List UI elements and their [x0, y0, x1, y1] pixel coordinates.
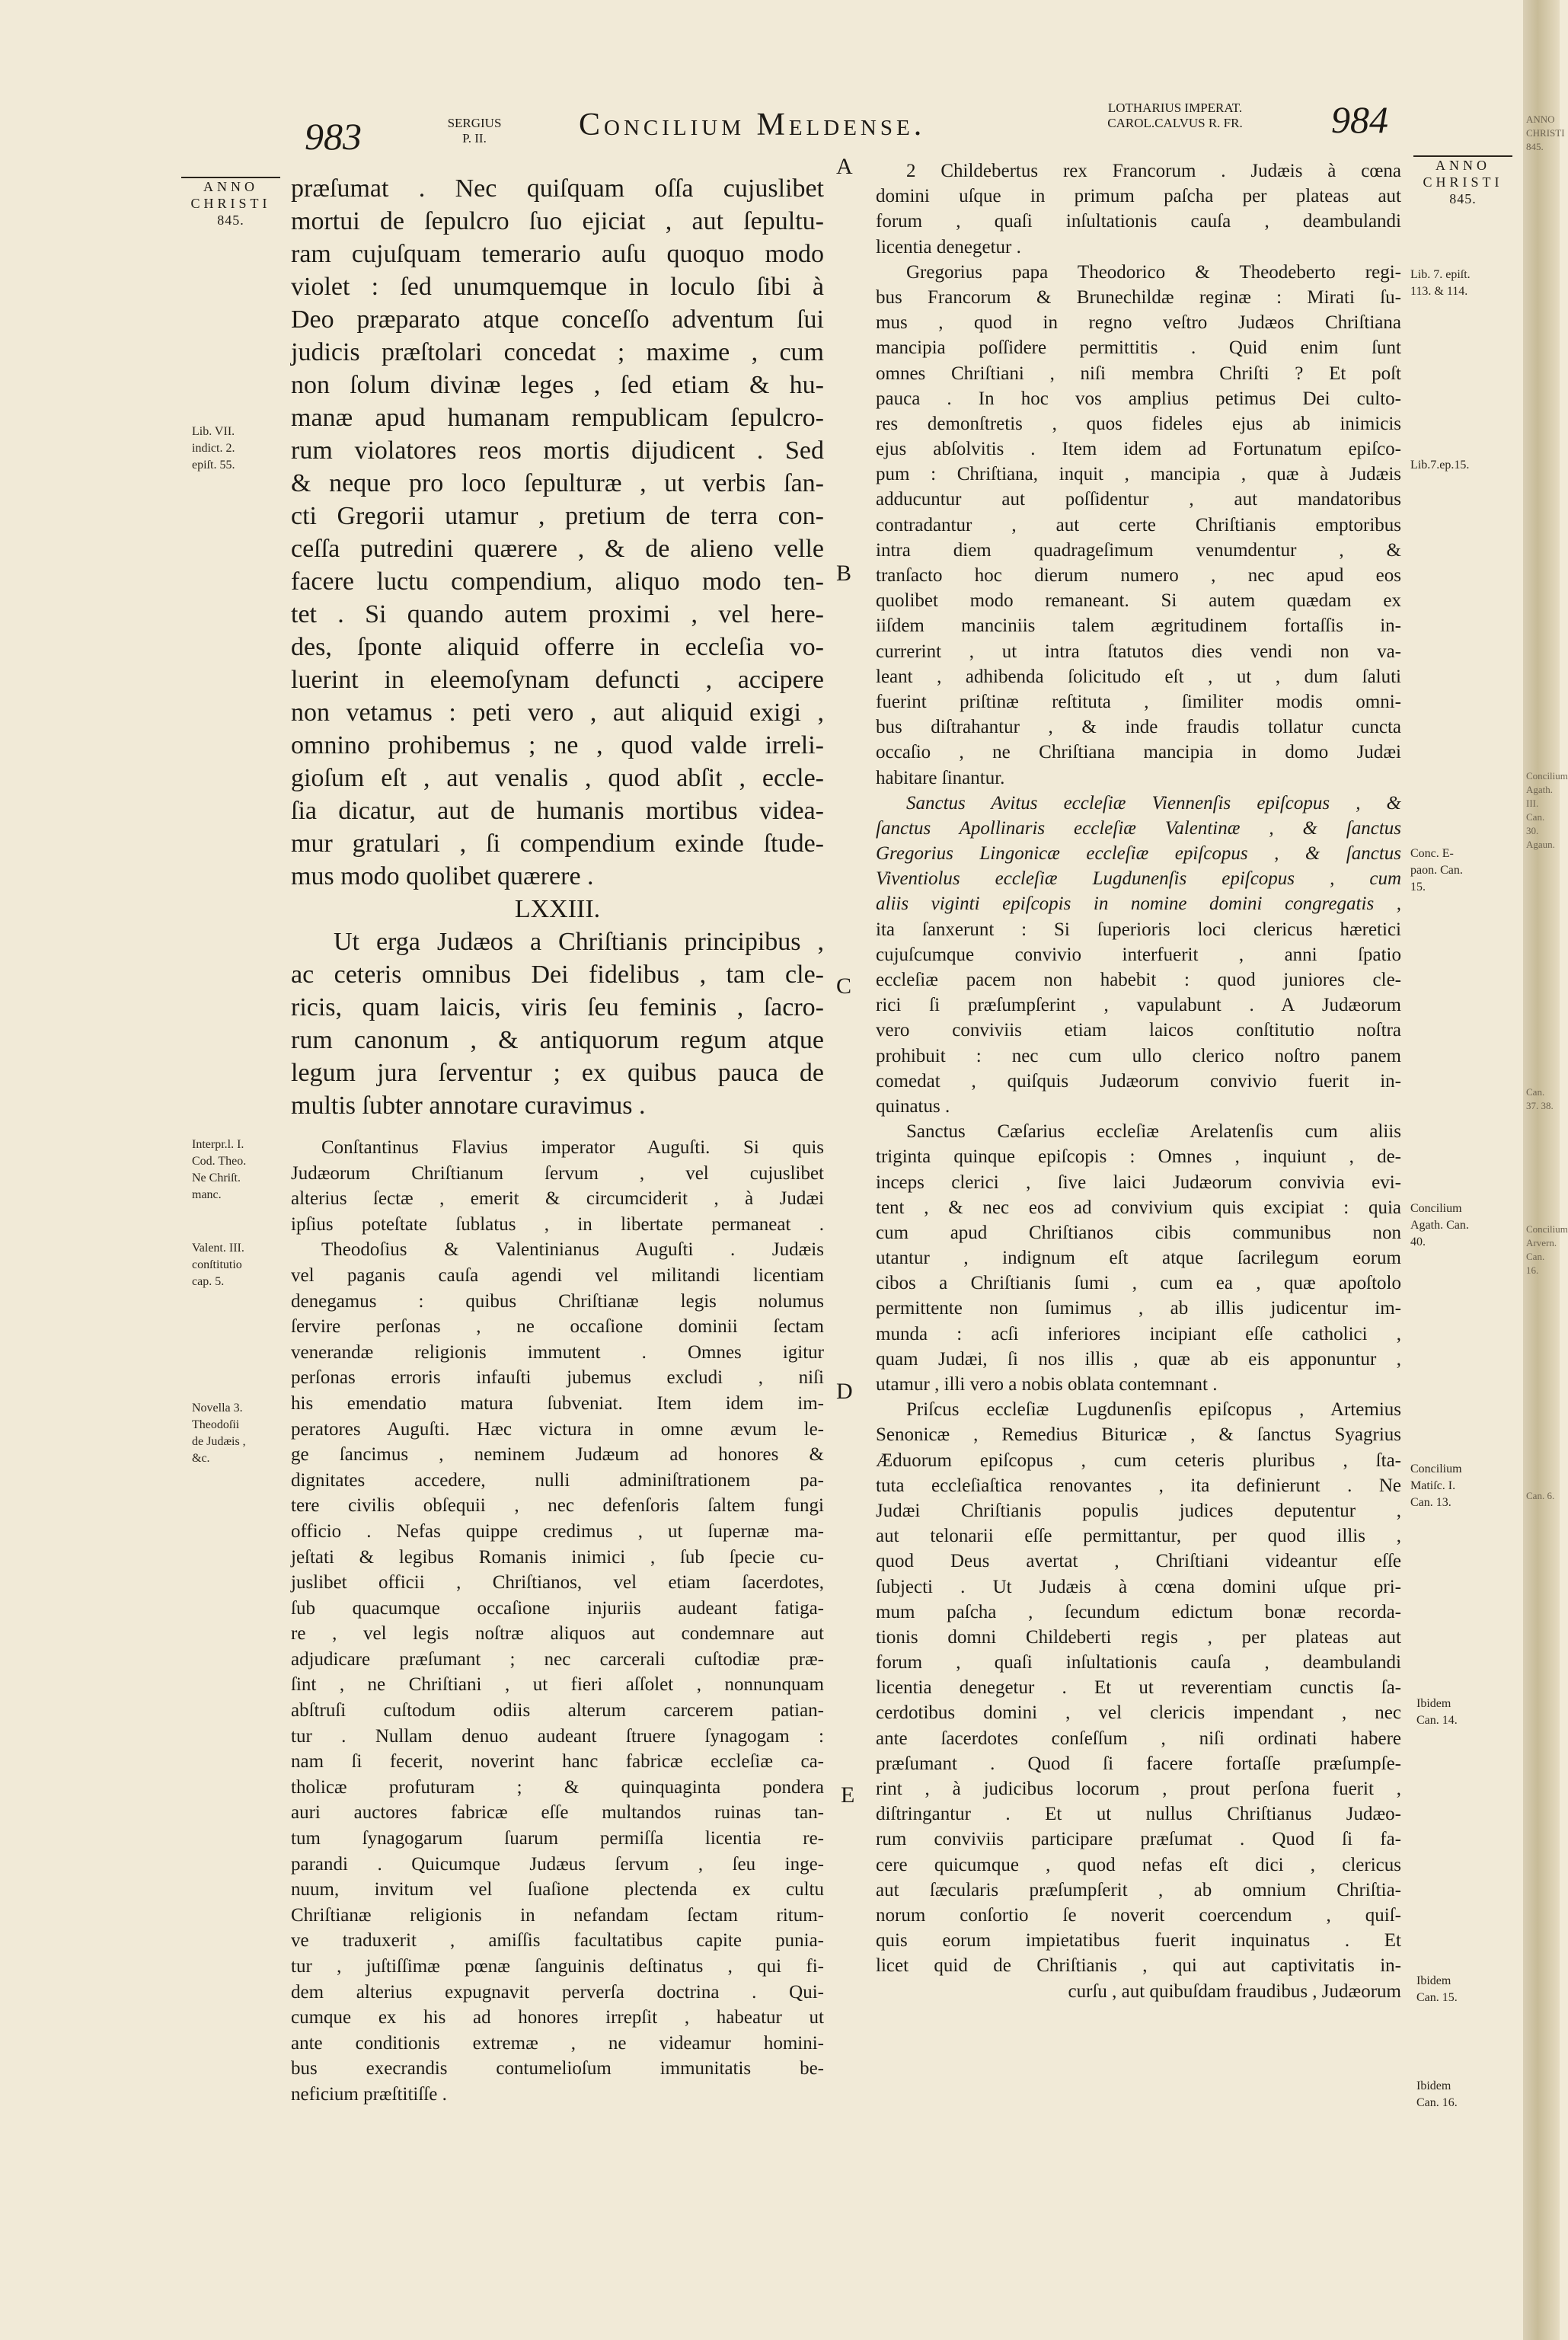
text-line: tranſacto hoc dierum numero , nec apud eos	[876, 565, 1401, 586]
text-line: Viventiolus eccleſiæ Lugdunenſis epiſcopus , cum	[876, 868, 1401, 890]
text-line: mur gratulari , ſi compendium exinde ſtude-	[291, 830, 824, 858]
text-line: utamur , illi vero a nobis oblata contemnant .	[876, 1374, 1218, 1395]
text-line: eccleſiæ pacem non habebit : quod juniores cle-	[876, 970, 1401, 990]
spine-fragment: ANNO CHRISTI 845.	[1526, 113, 1565, 152]
text-line: vero conviviis etiam laicos conſtitutio noſtra	[876, 1020, 1401, 1041]
text-line: pauca . In hoc vos amplius petimus Dei culto-	[876, 388, 1401, 409]
text-line: auri auctores fabricæ eſſe multandos ruinas tan-	[291, 1802, 824, 1824]
text-line: tuta eccleſiaſtica renovantes , ita definierunt . Ne	[876, 1475, 1401, 1496]
text-line: licentia denegetur . Et ut reverentiam cunctis ſa-	[876, 1677, 1401, 1699]
text-line: jeſtati & legibus Romanis inimici , ſub ſpecie cu-	[291, 1546, 824, 1568]
text-line: Deo præparato atque conceſſo adventum ſui	[291, 305, 824, 334]
text-line: Sanctus Cæſarius eccleſiæ Arelatenſis cum aliis	[906, 1121, 1401, 1143]
text-line: neficium præſtitiſſe .	[291, 2083, 447, 2105]
text-line: manæ apud humanam rempublicam ſepulcro-	[291, 404, 824, 432]
left-small-text	[291, 1135, 824, 2108]
text-line: rum violatores reos mortis dijudicent . Sed	[291, 436, 824, 465]
text-line: bus diſtrahantur , & inde fraudis tollatur cuncta	[876, 717, 1401, 738]
text-line: aut ſæcularis præſumpſerit , ab omnium Chriſtia-	[876, 1879, 1401, 1900]
section-letter-d: D	[836, 1379, 853, 1404]
text-line: ge ſancimus , neminem Judæum ad honores &	[291, 1444, 824, 1466]
section-letter-e: E	[841, 1782, 855, 1808]
text-line: peratores Auguſti. Hæc victura in omne ævum le-	[291, 1418, 824, 1440]
text-line: quod Deus avertat , Chriſtiani videantur eſſe	[876, 1551, 1401, 1572]
text-line: rum canonum , & antiquorum regum atque	[291, 1026, 824, 1054]
text-line: parandi . Quicumque Judæus ſervum , ſeu inge-	[291, 1853, 824, 1875]
left-page-number: 983	[305, 115, 362, 158]
text-line: inceps clerici , ſive laici Judæorum convivia evi-	[876, 1172, 1401, 1193]
text-line: tere civilis obſequii , nec defenſoris ſaltem fungi	[291, 1495, 824, 1517]
text-line: adjudicare præſumant ; nec carcerali cuſtodiæ præ-	[291, 1648, 824, 1670]
text-line: ſint , ne Chriſtiani , ut fieri aſſolet , nonnunquam	[291, 1674, 824, 1696]
text-line: contradantur , aut certe Chriſtianis emptoribus	[876, 514, 1401, 535]
text-line: Æduorum epiſcopus , cum ceteris pluribus , ſta-	[876, 1450, 1401, 1471]
text-line: ſub quacumque occaſione injuriis audeant fatiga-	[291, 1597, 824, 1619]
page-title: Concilium Meldense.	[579, 107, 926, 142]
text-line: violet : ſed unumquemque in loculo ſibi à	[291, 273, 824, 301]
section-letter-a: A	[836, 154, 853, 179]
text-line: Senonicæ , Remedius Bituricæ , & ſanctus Syagrius	[876, 1424, 1401, 1446]
text-line: ac ceteris omnibus Dei fidelibus , tam cle-	[291, 961, 824, 989]
margin-note: Interpr.l. I. Cod. Theo. Ne Chriſt. manc.	[192, 1138, 247, 1201]
text-line: judicis præſtolari concedat ; maxime , cum	[291, 338, 824, 366]
text-line: quinatus .	[876, 1095, 950, 1117]
text-line: forum , quaſi inſultationis cauſa , deambulandi	[876, 1652, 1401, 1673]
text-line: leant , adhibenda ſolicitudo eſt , ut , dum ſaluti	[876, 666, 1401, 687]
text-line: tur , juſtiſſimæ pœnæ ſanguinis deſtinatus , qui fi-	[291, 1956, 824, 1977]
text-line: his emendatio matura ſubveniat. Item idem im-	[291, 1392, 824, 1414]
text-line: triginta quinque epiſcopis : Omnes , inquiunt , de-	[876, 1146, 1401, 1168]
text-line: tur . Nullam denuo audeant ſtruere ſynagogam :	[291, 1725, 824, 1747]
text-line: præſumant . Quod ſi facere fortaſſe præſumpſe-	[876, 1753, 1401, 1774]
text-line: tent , & nec eos ad convivium quis excipiat : quia	[876, 1197, 1401, 1218]
text-line: tum ſynagogarum ſuarum permiſſa licentia re-	[291, 1828, 824, 1849]
text-line: licentia denegetur .	[876, 236, 1021, 257]
text-line: cti Gregorii utamur , pretium de terra con-	[291, 502, 824, 530]
text-line: ſubjecti . Ut Judæis à cœna domini uſque pri-	[876, 1576, 1401, 1597]
text-line: mus modo quolibet quærere .	[291, 862, 594, 890]
text-line: cum apud Chriſtianos cibis communibus non	[876, 1222, 1401, 1243]
text-line: currerint , ut intra ſtatutos dies vendi non va-	[876, 641, 1401, 662]
text-line: diſtringantur . Et ut nullus Chriſtianus Judæo-	[876, 1804, 1401, 1825]
margin-note: Concilium Matiſc. I. Can. 13.	[1410, 1462, 1462, 1509]
text-line: ſanctus Apollinaris eccleſiæ Valentinæ , & ſanctus	[876, 817, 1401, 839]
text-line: omnes Chriſtiani , niſi membra Chriſti ? Et poſt	[876, 363, 1401, 384]
text-line: Conſtantinus Flavius imperator Auguſti. Si quis	[321, 1137, 824, 1158]
text-line: ſervire perſonas , ne occaſione dominii ſectam	[291, 1316, 824, 1338]
text-line: iiſdem manciniis talem ægritudinem fortaſſis in-	[876, 615, 1401, 637]
text-line: denegamus : quibus Chriſtianæ legis nolumus	[291, 1290, 824, 1312]
right-page-number: 984	[1331, 98, 1388, 141]
text-line: domini uſque in primum paſcha per plateas aut	[876, 186, 1401, 207]
text-line: ejus abſolvitis . Item idem ad Fortunatum epiſco-	[876, 439, 1401, 460]
text-line: ve traduxerit , amiſſis facultatibus capite punia-	[291, 1930, 824, 1952]
chapter-heading: LXXIII.	[514, 895, 601, 923]
text-line: Chriſtianæ religionis in nefandam ſectam ritum-	[291, 1904, 824, 1926]
left-main-text	[291, 172, 824, 1122]
text-line: comedat , quiſquis Judæorum convivio fuerit in-	[876, 1070, 1401, 1092]
text-line: multis ſubter annotare curavimus .	[291, 1092, 646, 1120]
adjacent-page-edge	[1523, 0, 1568, 2340]
text-line: gioſum eſt , aut venalis , quod abſit , eccle-	[291, 764, 824, 792]
text-line: mum paſcha , ſecundum edictum bonæ recorda-	[876, 1601, 1401, 1622]
text-line: quolibet modo remaneant. Si autem quædam ex	[876, 590, 1401, 612]
text-line: legum jura ſerventur ; ex quibus pauca de	[291, 1059, 824, 1087]
spine-fragment: Can. 6.	[1526, 1490, 1555, 1501]
text-line: tholicæ profuturam ; & quinquaginta pondera	[291, 1776, 824, 1798]
text-line: cumque ex his ad honores irrepſit , habeatur ut	[291, 2007, 824, 2028]
text-line: Judæorum Chriſtianum ſervum , vel cujuslibet	[291, 1162, 824, 1184]
text-line: munda : acſi inferiores incipiant eſſe catholici ,	[876, 1323, 1401, 1344]
text-line: Theodoſius & Valentinianus Auguſti . Judæis	[321, 1239, 824, 1261]
right-column-text	[876, 158, 1401, 2004]
text-line: non ſolum divinæ leges , ſed etiam & hu-	[291, 371, 824, 399]
text-line: officio . Nefas quippe credimus , ut ſupernæ ma-	[291, 1520, 824, 1542]
text-line: nuum, invitum vel ſuaſione plectenda ex cultu	[291, 1879, 824, 1900]
text-line: Gregorius Lingonicæ eccleſiæ epiſcopus , & ſanctus	[876, 843, 1401, 865]
text-line: habitare ſinantur.	[876, 767, 1005, 788]
text-line: cerdotibus domini , vel clericis impendant , nec	[876, 1702, 1401, 1724]
text-line: Sanctus Avitus eccleſiæ Viennenſis epiſcopus , &	[906, 792, 1401, 814]
margin-note: Ibidem Can. 16.	[1416, 2079, 1458, 2109]
anno-christi-left: ANNO CHRISTI 845.	[181, 177, 280, 229]
margin-note: Lib. VII. indict. 2. epiſt. 55.	[192, 425, 235, 472]
text-line: cibos a Chriſtianis ſumi , cum ea , quæ apoſtolo	[876, 1273, 1401, 1294]
text-line: 2 Childebertus rex Francorum . Judæis à cœna	[906, 161, 1401, 181]
text-line: dem alterius expugnavit perverſa doctrina . Qui-	[291, 1981, 824, 2003]
margin-note: Valent. III. conſtitutio cap. 5.	[192, 1242, 244, 1288]
text-line: ricis, quam laicis, viris ſeu feminis , ſacro-	[291, 993, 824, 1021]
text-line: pum : Chriſtiana, inquit , mancipia , quæ à Judæis	[876, 464, 1401, 485]
text-line: norum conſortio ſe noverit coercendum , quiſ-	[876, 1904, 1401, 1926]
text-line: facere luctu compendium, aliquo modo ten-	[291, 567, 824, 596]
text-line: præſumat . Nec quiſquam oſſa cujuslibet	[291, 174, 824, 203]
text-line: forum , quaſi inſultationis cauſa , deambulandi	[876, 211, 1401, 232]
text-line: abſtruſi cuſtodum odiis alterum carcerem patian-	[291, 1700, 824, 1721]
text-line: rint , à judicibus locorum , prout perſona fuerit ,	[876, 1779, 1401, 1799]
text-line: rici ſi præſumpſerint , vapulabunt . A Judæorum	[876, 995, 1401, 1016]
text-line: perſonas erroris infauſti jubemus excludi , niſi	[291, 1367, 824, 1389]
text-line: vel paganis cauſa agendi vel militandi licentiam	[291, 1264, 824, 1286]
anno-christi-right: ANNO CHRISTI 845.	[1413, 155, 1512, 207]
margin-note: Ibidem Can. 14.	[1416, 1697, 1458, 1727]
text-line: adducuntur aut poſſidentur , aut mandatoribus	[876, 489, 1401, 510]
text-line: quam Judæi, ſi nos illis , quæ ab eis apponuntur ,	[876, 1348, 1401, 1370]
text-line: utantur , indignum eſt atque ſacrilegum eorum	[876, 1248, 1401, 1269]
margin-note: Concilium Agath. Can. 40.	[1410, 1202, 1469, 1248]
text-line: ſia dicatur, aut de humanis mortibus videa-	[291, 797, 824, 825]
text-line: cujuſcumque convivio interfuerit , anni ſpatio	[876, 944, 1401, 965]
text-line: & neque pro loco ſepulturæ , ut verbis ſan-	[291, 469, 824, 497]
text-line: tet . Si quando autem proximi , vel here-	[291, 600, 824, 628]
spine-fragment: Can. 37. 38.	[1526, 1086, 1554, 1111]
text-line: rum conviviis participare præſumat . Quod ſi fa-	[876, 1829, 1401, 1850]
text-line: luerint in eleemoſynam defuncti , accipere	[291, 666, 824, 694]
text-line: bus Francorum & Brunechildæ reginæ : Mirati ſu-	[876, 286, 1401, 308]
text-line: ram cujuſquam temerario auſu quoquo modo	[291, 240, 824, 268]
text-line: bus execrandis contumelioſum immunitatis be-	[291, 2058, 824, 2079]
text-line: nam ſi fecerit, noverint hanc fabricæ eccleſiæ ca-	[291, 1751, 824, 1773]
text-line: aliis viginti epiſcopis in nomine domini congregatis ,	[876, 893, 1401, 915]
text-line: quis eorum impietatibus fuerit inquinatus . Et	[876, 1930, 1401, 1952]
text-line: res demonſtretis , quos fideles ejus ab inimicis	[876, 413, 1401, 434]
text-line: cere quicumque , quod nefas eſt dici , clericus	[876, 1854, 1401, 1875]
right-running-head: LOTHARIUS IMPERAT. CAROL.CALVUS R. FR.	[1107, 101, 1243, 130]
text-line: des, ſponte aliquid offerre in eccleſia vo-	[291, 633, 824, 661]
text-line: ita ſanxerunt : Si ſuperioris loci clericus hæretici	[876, 919, 1401, 940]
section-letter-c: C	[836, 973, 852, 999]
text-line: fuerint priſtinæ reſtituta , ſimiliter modis omni-	[876, 691, 1401, 712]
text-line: ipſius poteſtate ſublatus , in libertate permaneat .	[291, 1213, 824, 1235]
text-line: occaſio , ne Chriſtiana mancipia in domo Judæi	[876, 742, 1401, 763]
margin-note: Lib.7.ep.15.	[1410, 459, 1470, 472]
margin-note: Conc. E- paon. Can. 15.	[1410, 847, 1463, 893]
catchword: curſu , aut quibuſdam fraudibus , Judæorum	[1068, 1980, 1401, 2002]
text-line: mancipia poſſidere permittitis . Quid enim ſunt	[876, 337, 1401, 359]
margin-note: Novella 3. Theodoſii de Judæis , &c.	[192, 1402, 246, 1465]
text-line: Judæi Chriſtianis populis judices deputentur ,	[876, 1500, 1401, 1521]
text-line: aut telonarii eſſe permittantur, per quod illis ,	[876, 1526, 1401, 1547]
text-line: dignitates accedere, nulli adminiſtrationem pa-	[291, 1469, 824, 1491]
text-line: venerandæ religionis immutent . Omnes igitur	[291, 1341, 824, 1363]
text-line: licet quid de Chriſtianis , qui aut captivitatis in-	[876, 1955, 1401, 1977]
spine-fragment: Concilium Arvern. Can. 16.	[1526, 1223, 1568, 1276]
text-line: mortui de ſepulcro ſuo ejiciat , aut ſepultu-	[291, 207, 824, 235]
text-line: permittente non ſumimus , ab illis judicentur im-	[876, 1298, 1401, 1319]
spine-fragment: Concilium Agath. III. Can. 30. Agaun.	[1526, 770, 1568, 850]
text-line: prohibuit : nec cum ullo clerico noſtro panem	[876, 1045, 1401, 1066]
margin-note: Ibidem Can. 15.	[1416, 1974, 1458, 2004]
left-running-head: SERGIUS P. II.	[447, 116, 502, 145]
text-line: Priſcus eccleſiæ Lugdunenſis epiſcopus , Artemius	[906, 1399, 1401, 1421]
text-line: juslibet officii , Chriſtianos, vel etiam ſacerdotes,	[291, 1572, 824, 1594]
margin-note: Lib. 7. epiſt. 113. & 114.	[1410, 268, 1471, 298]
text-line: intra diem quadrageſimum venumdentur , &	[876, 539, 1401, 561]
text-line: re , vel legis noſtræ aliquos aut condemnare aut	[291, 1623, 824, 1645]
text-line: non vetamus : peti vero , aut aliquid exigi ,	[291, 698, 824, 727]
text-line: omnino prohibemus ; ne , quod valde irreli-	[291, 731, 824, 759]
text-line: ante ſacerdotes conſeſſum , niſi ordinati habere	[876, 1728, 1401, 1749]
text-line: alterius ſectæ , emerit & circumciderit , à Judæi	[291, 1188, 824, 1210]
text-line: ante conditionis extremæ , ne videamur homini-	[291, 2032, 824, 2054]
text-line: tionis domni Childeberti regis , per plateas aut	[876, 1626, 1401, 1648]
text-line: mus , quod in regno veſtro Judæos Chriſtiana	[876, 312, 1401, 334]
text-line: Gregorius papa Theodorico & Theodeberto regi-	[906, 261, 1401, 283]
text-line: ceſſa putredini quærere , & de alieno velle	[291, 535, 824, 563]
section-letter-b: B	[836, 561, 852, 586]
text-line: Ut erga Judæos a Chriſtianis principibus ,	[334, 928, 824, 956]
